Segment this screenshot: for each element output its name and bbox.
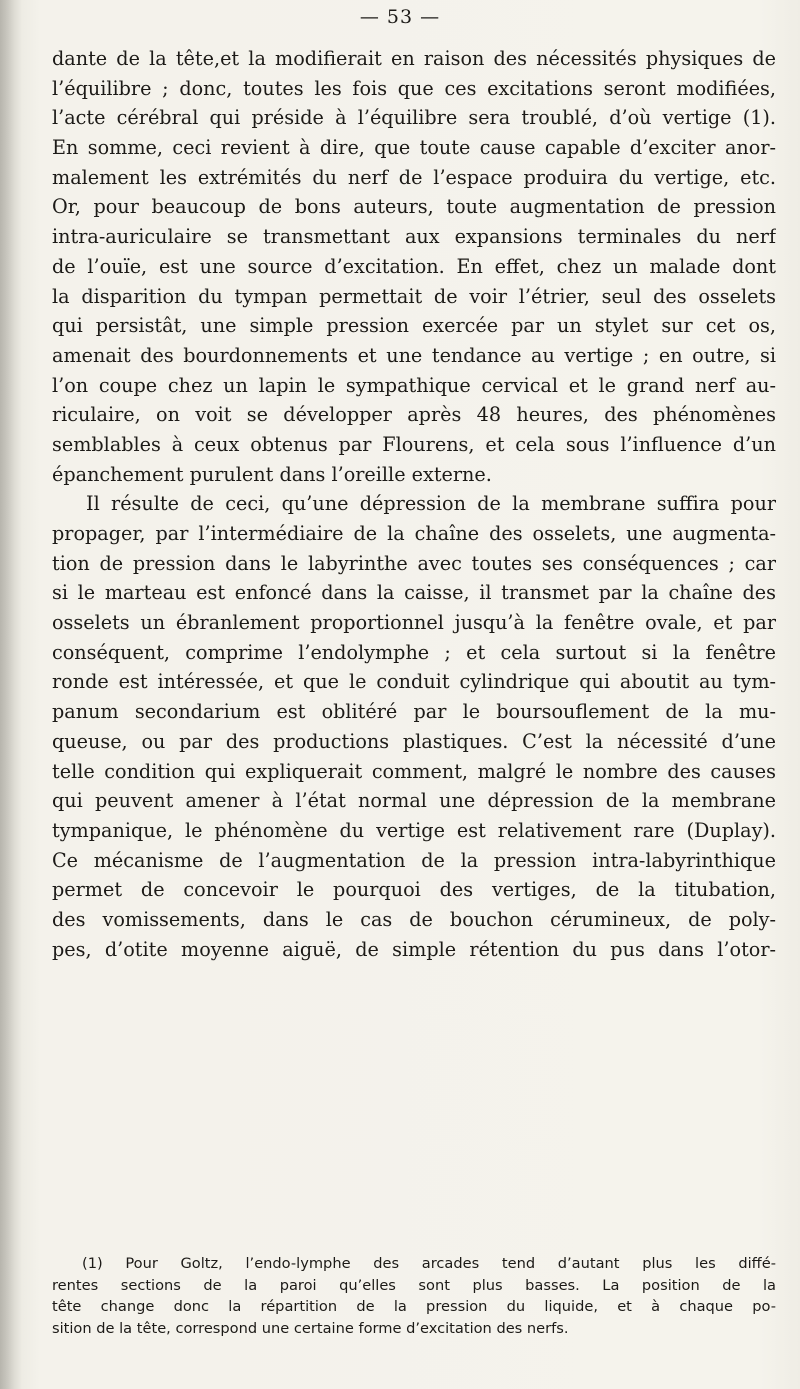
text-line: Ce mécanisme de l’augmentation de la pression intra-labyrinthique	[52, 848, 776, 872]
text-line: riculaire, on voit se développer après 48 heures, des phénomènes	[52, 403, 776, 427]
text-line: Il résulte de ceci, qu’une dépression de la membrane suffira pour	[86, 492, 776, 516]
footnote-line: sition de la tête, correspond une certaine forme d’excitation des nerfs.	[52, 1319, 569, 1337]
text-line: l’équilibre ; donc, toutes les fois que ces excitations seront modifiées,	[52, 76, 776, 100]
text-line: amenait des bourdonnements et une tendance au vertige ; en outre, si	[52, 343, 776, 367]
spine-shadow	[0, 0, 22, 1389]
page-number: — 53 —	[359, 6, 441, 28]
text-line: des vomissements, dans le cas de bouchon cérumineux, de poly-	[52, 907, 776, 931]
text-line: l’acte cérébral qui préside à l’équilibre sera troublé, d’où vertige (1).	[52, 106, 776, 130]
footnote-line: rentes sections de la paroi qu’elles sont plus basses. La position de la	[52, 1276, 776, 1294]
text-line: la disparition du tympan permettait de voir l’étrier, seul des osselets	[52, 284, 776, 308]
text-line: panum secondarium est oblitéré par le boursouflement de la mu-	[52, 700, 776, 724]
text-line: conséquent, comprime l’endolymphe ; et cela surtout si la fenêtre	[52, 640, 776, 664]
footnote-line: tête change donc la répartition de la pression du liquide, et à chaque po-	[52, 1298, 776, 1315]
text-line: dante de la tête,et la modifierait en raison des nécessités physiques de	[52, 47, 776, 70]
text-line: osselets un ébranlement proportionnel jusqu’à la fenêtre ovale, et par	[52, 611, 776, 635]
text-line: Or, pour beaucoup de bons auteurs, toute augmentation de pression	[52, 195, 776, 219]
text-line: queuse, ou par des productions plastiques. C’est la nécessité d’une	[52, 729, 776, 753]
text-line: pes, d’otite moyenne aiguë, de simple rétention du pus dans l’otor-	[52, 937, 776, 961]
footnote-line: (1) Pour Goltz, l’endo-lymphe des arcades tend d’autant plus les diffé-	[82, 1255, 776, 1272]
text-line: qui persistât, une simple pression exercée par un stylet sur cet os,	[52, 314, 776, 338]
text-line: épanchement purulent dans l’oreille externe.	[52, 462, 492, 486]
body-text	[52, 44, 776, 964]
text-line: si le marteau est enfoncé dans la caisse, il transmet par la chaîne des	[52, 581, 776, 605]
text-line: de l’ouïe, est une source d’excitation. En effet, chez un malade dont	[52, 254, 776, 278]
text-line: malement les extrémités du nerf de l’espace produira du vertige, etc.	[52, 165, 776, 189]
text-line: En somme, ceci revient à dire, que toute cause capable d’exciter anor-	[52, 136, 776, 160]
text-line: l’on coupe chez un lapin le sympathique cervical et le grand nerf au-	[52, 373, 776, 397]
text-line: semblables à ceux obtenus par Flourens, et cela sous l’influence d’un	[52, 432, 776, 456]
text-line: qui peuvent amener à l’état normal une dépression de la membrane	[52, 789, 776, 813]
text-line: ronde est intéressée, et que le conduit cylindrique qui aboutit au tym-	[52, 670, 776, 694]
text-line: tion de pression dans le labyrinthe avec toutes ses conséquences ; car	[52, 551, 776, 575]
text-line: permet de concevoir le pourquoi des vertiges, de la titubation,	[52, 878, 776, 902]
text-line: intra-auriculaire se transmettant aux expansions terminales du nerf	[52, 225, 776, 249]
text-line: tympanique, le phénomène du vertige est relativement rare (Duplay).	[52, 818, 776, 842]
text-line: telle condition qui expliquerait comment, malgré le nombre des causes	[52, 759, 776, 783]
footnotes	[52, 1253, 776, 1339]
text-line: propager, par l’intermédiaire de la chaîne des osselets, une augmenta-	[52, 522, 776, 545]
